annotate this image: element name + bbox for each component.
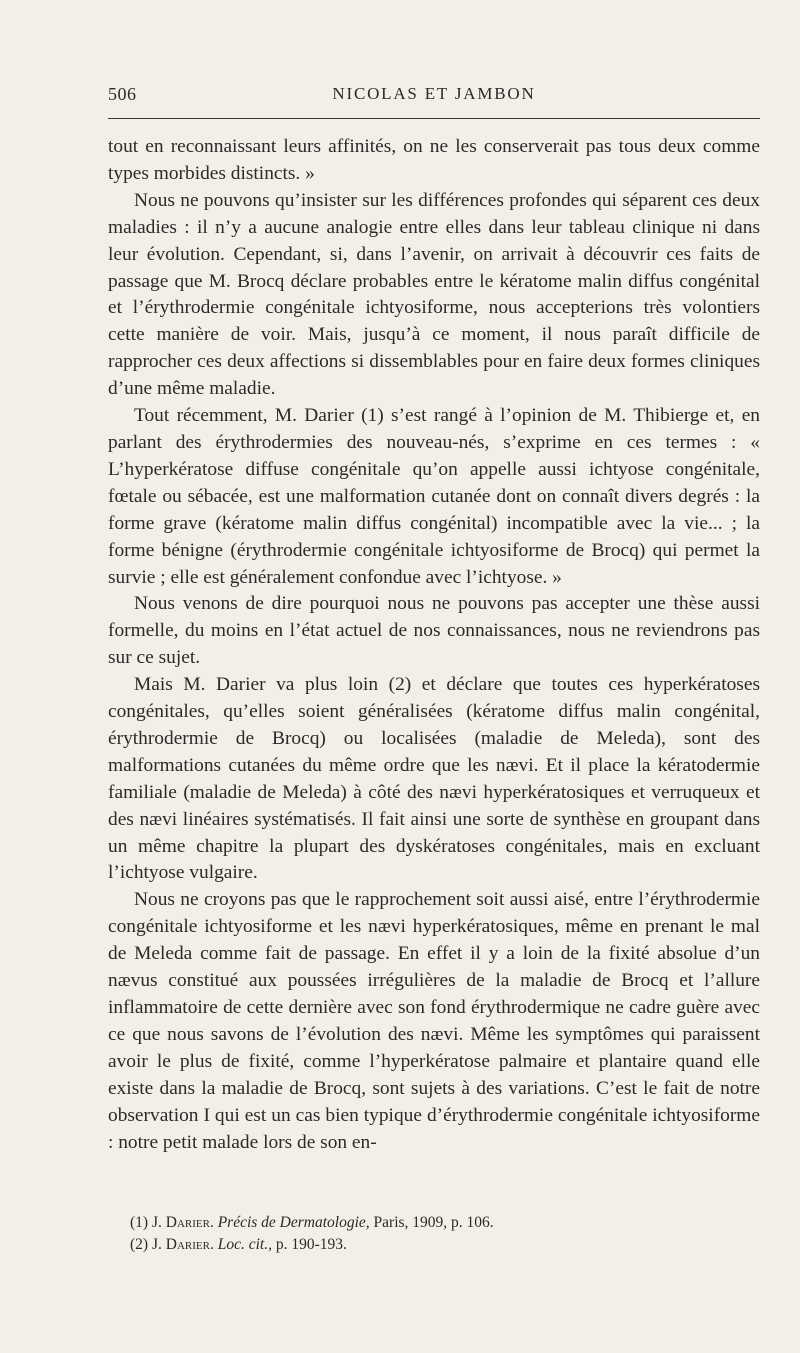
- paragraph: Mais M. Darier va plus loin (2) et déclare que toutes ces hyperkératoses congénitales, qu’elles soient généralisées (kératome diffus malin congénital, érythrodermie de Brocq) ou localisées (maladie de Meleda), sont des malformations cutanées du même ordre que les nævi. Et il place la kératodermie familiale (maladie de Meleda) à côté des nævi hyperkératosiques et verruqueux et des nævi linéaires systématisés. Il fait ainsi une sorte de synthèse en groupant dans un même chapitre la plupart des dyskératoses congénitales, mais en excluant l’ichtyose vulgaire.: [108, 674, 760, 884]
- footnote: [108, 1212, 760, 1234]
- header-rule: [108, 118, 760, 119]
- body-text: [108, 134, 760, 1156]
- paragraph: Tout récemment, M. Darier (1) s’est rangé à l’opinion de M. Thibierge et, en parlant des érythrodermies des nouveau-nés, s’exprime en ces termes : « L’hyperkératose diffuse congénitale qu’on appelle aussi ichtyose congénitale, fœtale ou sébacée, est une malformation cutanée dont on connaît divers degrés : la forme grave (kératome malin diffus congénital) incompatible avec la vie... ; la forme bénigne (érythrodermie congénitale ichtyosiforme de Brocq) qui permet la survie ; elle est généralement confondue avec l’ichtyose. »: [108, 405, 760, 588]
- footnote-marker: (1): [130, 1214, 149, 1231]
- page-header: [108, 84, 760, 110]
- footnote-rest: Paris, 1909, p. 106.: [373, 1214, 494, 1231]
- footnote: [108, 1234, 760, 1256]
- footnote-title: Loc. cit.,: [217, 1236, 272, 1253]
- paragraph: Nous venons de dire pourquoi nous ne pouvons pas accepter une thèse aussi formelle, du moins en l’état actuel de nos connaissances, nous ne reviendrons pas sur ce sujet.: [108, 593, 760, 669]
- footnote-initial: J.: [151, 1236, 162, 1253]
- page-number: 506: [108, 84, 137, 104]
- footnote-author: Darier.: [165, 1236, 214, 1253]
- footnotes: [108, 1212, 760, 1256]
- paragraph: Nous ne pouvons qu’insister sur les différences profondes qui séparent ces deux maladies : il n’y a aucune analogie entre elles dans leur tableau clinique ni dans leur évolution. Cependant, si, dans l’avenir, on arrivait à découvrir ces faits de passage que M. Brocq déclare probables entre le kératome malin diffus congénital et l’érythrodermie congénitale ichtyosiforme, nous accepterions très volontiers cette manière de voir. Mais, jusqu’à ce moment, il nous paraît difficile de rapprocher ces deux affections si dissemblables pour en faire deux formes cliniques d’une même maladie.: [108, 189, 760, 400]
- footnote-author: Darier.: [165, 1214, 214, 1231]
- footnote-marker: (2): [130, 1236, 149, 1253]
- paragraph: tout en reconnaissant leurs affinités, on ne les conserverait pas tous deux comme types morbides distincts. »: [108, 136, 760, 184]
- running-head: NICOLAS ET JAMBON: [332, 84, 536, 103]
- footnote-title: Précis de Dermatologie,: [217, 1214, 370, 1231]
- footnote-initial: J.: [151, 1214, 162, 1231]
- footnote-rest: p. 190-193.: [275, 1236, 347, 1253]
- paragraph: Nous ne croyons pas que le rapprochement soit aussi aisé, entre l’érythrodermie congénitale ichtyosiforme et les nævi hyperkératosiques, même en prenant le mal de Meleda comme fait de passage. En effet il y a loin de la fixité absolue d’un nævus constitué aux poussées irrégulières de la maladie de Brocq et l’allure inflammatoire de cette dernière avec son fond érythrodermique ne cadre guère avec ce que nous savons de l’évolution des nævi. Même les symptômes qui paraissent avoir le plus de fixité, comme l’hyperkératose palmaire et plantaire quand elle existe dans la maladie de Brocq, sont sujets à des variations. C’est le fait de notre observation I qui est un cas bien typique d’érythrodermie congénitale ichtyosiforme : notre petit malade lors de son en-: [108, 889, 760, 1153]
